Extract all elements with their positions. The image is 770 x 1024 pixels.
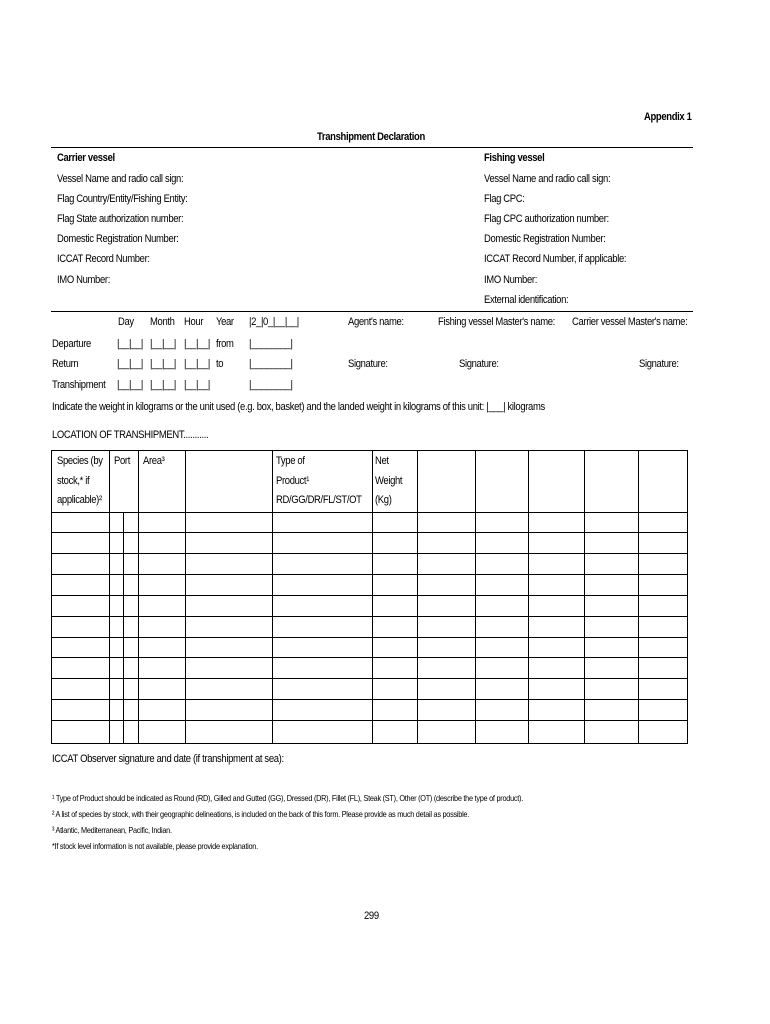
footnote: ¹ Type of Product should be indicated as Round (RD), Gilled and Gutted (GG), Dressed (DR), Fillet (FL), Steak (ST), Other (OT) (describe the type of product). bbox=[52, 793, 524, 803]
fishing-master-label: Fishing vessel Master's name: bbox=[438, 316, 555, 328]
header-species-line: stock,* if bbox=[57, 475, 90, 487]
header-species-line: Species (by bbox=[57, 455, 103, 467]
col-day: Day bbox=[118, 316, 134, 328]
header-product-line: Type of bbox=[276, 455, 305, 467]
page-number: 299 bbox=[364, 910, 379, 922]
header-area: Area³ bbox=[143, 455, 165, 467]
fishing-field: IMO Number: bbox=[484, 274, 537, 286]
fishing-heading: Fishing vessel bbox=[484, 152, 545, 164]
row-label-transhipment: Transhipment bbox=[52, 379, 106, 391]
row-label-return: Return bbox=[52, 358, 79, 370]
col-year: Year bbox=[216, 316, 234, 328]
carrier-field: Flag Country/Entity/Fishing Entity: bbox=[57, 193, 188, 205]
footnote: *If stock level information is not available, please provide explanation. bbox=[52, 841, 258, 851]
carrier-master-label: Carrier vessel Master's name: bbox=[572, 316, 688, 328]
carrier-field: Flag State authorization number: bbox=[57, 213, 184, 225]
observer-signature-label: ICCAT Observer signature and date (if transhipment at sea): bbox=[52, 753, 284, 765]
footnote: ² A list of species by stock, with their geographic delineations, is included on the back of this form. Please provide as much detail as possible. bbox=[52, 809, 470, 819]
col-month: Month bbox=[150, 316, 175, 328]
transhipment-month[interactable]: |__|__| bbox=[150, 379, 177, 391]
carrier-master-signature-label: Signature: bbox=[639, 358, 679, 370]
carrier-field: Vessel Name and radio call sign: bbox=[57, 173, 184, 185]
header-port: Port bbox=[114, 455, 130, 467]
year-value: |2_|0_|__|__| bbox=[249, 316, 299, 328]
header-weight-line: Net bbox=[375, 455, 389, 467]
agent-signature-label: Signature: bbox=[348, 358, 388, 370]
fishing-field: Vessel Name and radio call sign: bbox=[484, 173, 611, 185]
fishing-field: Flag CPC: bbox=[484, 193, 525, 205]
return-hour[interactable]: |__|__| bbox=[184, 358, 211, 370]
section-divider bbox=[51, 311, 693, 312]
header-product-line: Product¹ bbox=[276, 475, 310, 487]
header-species-line: applicable)² bbox=[57, 494, 102, 506]
header-weight-line: Weight bbox=[375, 475, 403, 487]
col-hour: Hour bbox=[184, 316, 204, 328]
departure-day[interactable]: |__|__| bbox=[117, 338, 144, 350]
carrier-heading: Carrier vessel bbox=[57, 152, 115, 164]
catch-table bbox=[51, 450, 688, 744]
fishing-field: External identification: bbox=[484, 294, 569, 306]
header-weight-line: (Kg) bbox=[375, 494, 392, 506]
return-day[interactable]: |__|__| bbox=[117, 358, 144, 370]
transhipment-day[interactable]: |__|__| bbox=[117, 379, 144, 391]
departure-month[interactable]: |__|__| bbox=[150, 338, 177, 350]
carrier-field: IMO Number: bbox=[57, 274, 110, 286]
transhipment-hour[interactable]: |__|__| bbox=[184, 379, 211, 391]
agent-name-label: Agent's name: bbox=[348, 316, 404, 328]
return-word: to bbox=[216, 358, 224, 370]
appendix-label: Appendix 1 bbox=[644, 111, 692, 123]
departure-word: from bbox=[216, 338, 234, 350]
location-label: LOCATION OF TRANSHIPMENT........... bbox=[52, 429, 209, 441]
departure-hour[interactable]: |__|__| bbox=[184, 338, 211, 350]
carrier-field: ICCAT Record Number: bbox=[57, 253, 150, 265]
departure-blank[interactable]: |________| bbox=[249, 338, 293, 350]
row-label-departure: Departure bbox=[52, 338, 91, 350]
page-title: Transhipment Declaration bbox=[317, 131, 425, 143]
title-divider bbox=[51, 147, 693, 148]
header-product-line: RD/GG/DR/FL/ST/OT bbox=[276, 494, 362, 506]
transhipment-blank[interactable]: |________| bbox=[249, 379, 293, 391]
return-month[interactable]: |__|__| bbox=[150, 358, 177, 370]
fishing-master-signature-label: Signature: bbox=[459, 358, 499, 370]
weight-instruction: Indicate the weight in kilograms or the unit used (e.g. box, basket) and the landed weight in kilograms of this unit: |___| kilograms bbox=[52, 401, 545, 413]
fishing-field: Flag CPC authorization number: bbox=[484, 213, 609, 225]
footnote: ³ Atlantic, Mediterranean, Pacific, Indian. bbox=[52, 825, 172, 835]
carrier-field: Domestic Registration Number: bbox=[57, 233, 179, 245]
return-blank[interactable]: |________| bbox=[249, 358, 293, 370]
fishing-field: Domestic Registration Number: bbox=[484, 233, 606, 245]
fishing-field: ICCAT Record Number, if applicable: bbox=[484, 253, 627, 265]
